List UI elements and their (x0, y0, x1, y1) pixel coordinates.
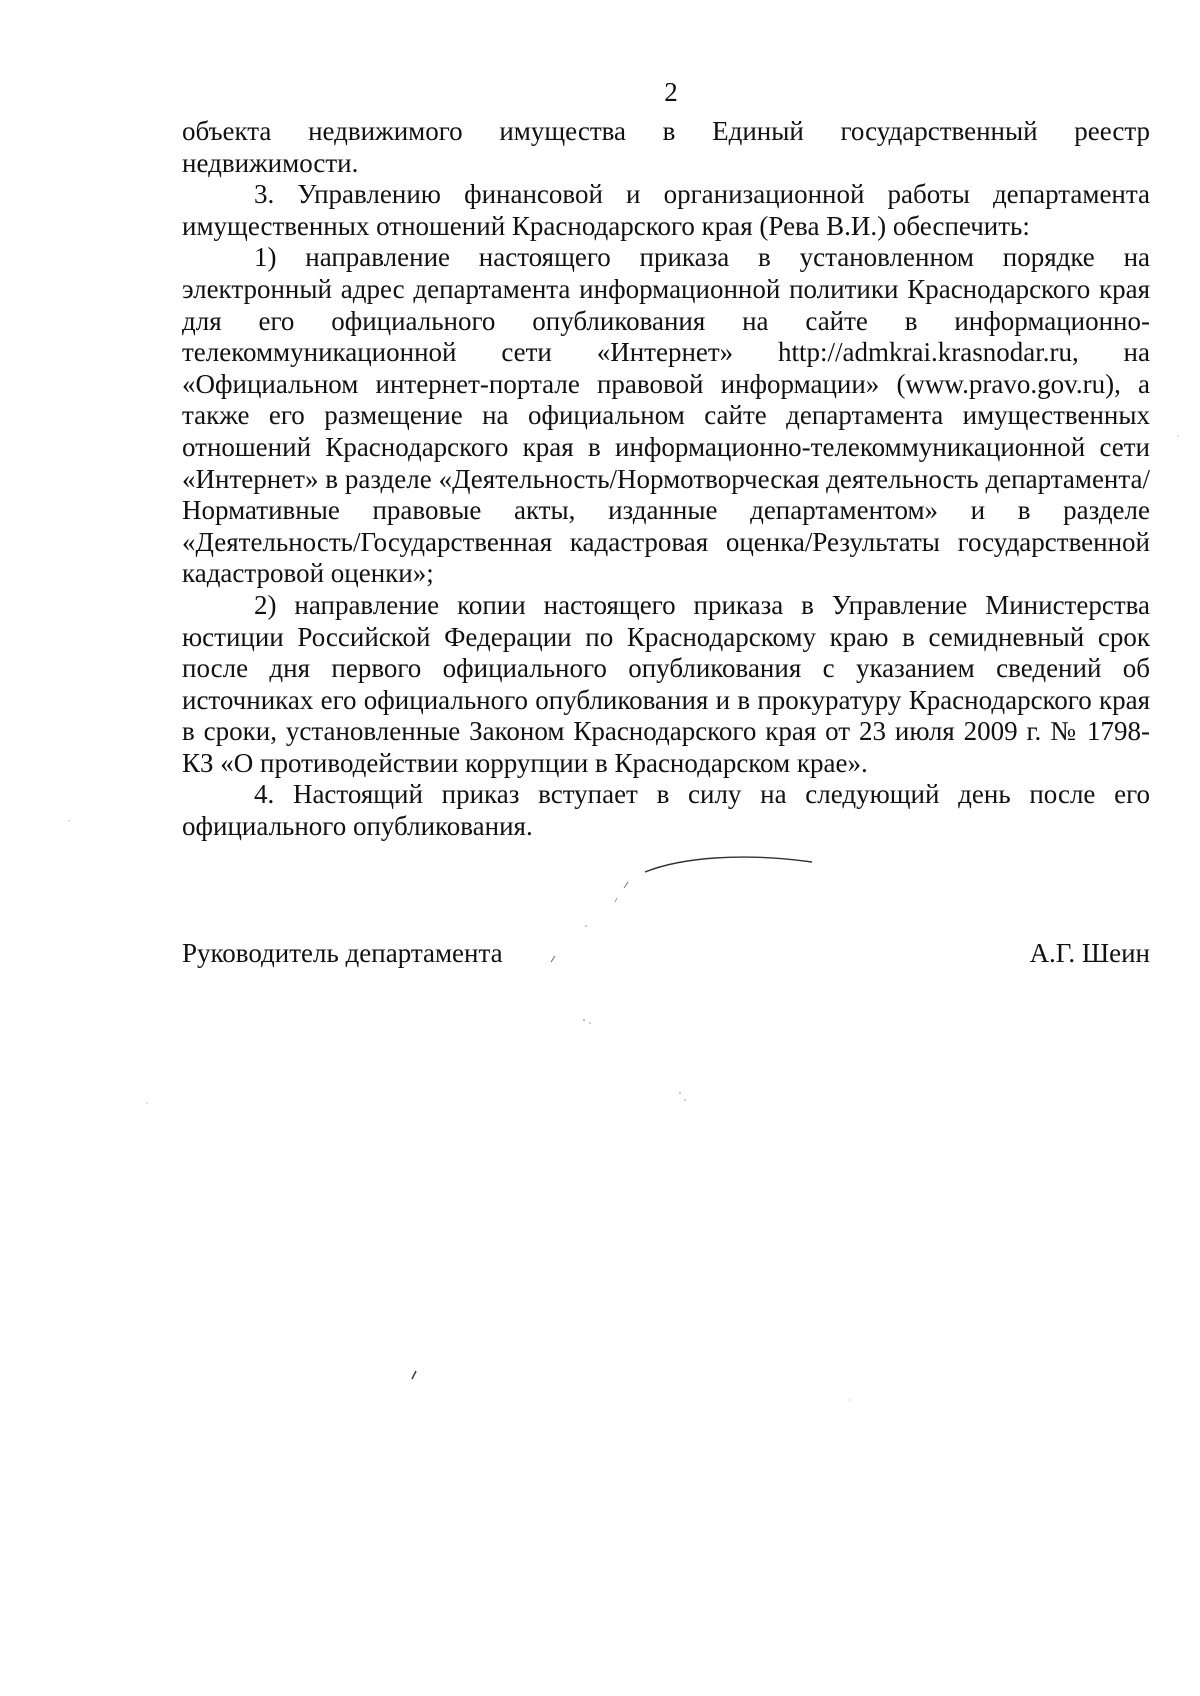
signer-name: А.Г. Шеин (1029, 938, 1150, 968)
paragraph-subitem-1: 1) направление настоящего приказа в установленном порядке на электронный адрес департамента информационной политики Краснодарского края для его официального опубликования на сайте в информационно-телекоммуникационной сети «Интернет» http://admkrai.krasnodar.ru, на «Официальном интернет-портале правовой информации» (www.pravo.gov.ru), а также его размещение на официальном сайте департамента имущественных отношений Краснодарского края в информационно-телекоммуникационной сети «Интернет» в разделе «Деятельность/Нормотворческая деятельность департамента/Нормативные правовые акты, изданные департаментом» и в разделе «Деятельность/Государственная кадастровая оценка/Результаты государственной кадастровой оценки»; (182, 242, 1150, 589)
paragraph-item-4: 4. Настоящий приказ вступает в силу на следующий день после его официального опубликования. (182, 779, 1150, 842)
document-body (182, 116, 1150, 843)
paragraph-item-3: 3. Управлению финансовой и организационной работы департамента имущественных отношений Краснодарского края (Рева В.И.) обеспечить: (182, 179, 1150, 241)
paragraph-continuation: объекта недвижимого имущества в Единый государственный реестр недвижимости. (182, 116, 1150, 178)
paragraph-subitem-2: 2) направление копии настоящего приказа в Управление Министерства юстиции Российской Федерации по Краснодарскому краю в семидневный срок после дня первого официального опубликования с указанием сведений об источниках его официального опубликования и в прокуратуру Краснодарского края в сроки, установленные Законом Краснодарского края от 23 июля 2009 г. № 1798-КЗ «О противодействии коррупции в Краснодарском крае». (182, 589, 1150, 778)
page-number: 2 (664, 77, 678, 107)
signer-position: Руководитель департамента (182, 938, 503, 968)
